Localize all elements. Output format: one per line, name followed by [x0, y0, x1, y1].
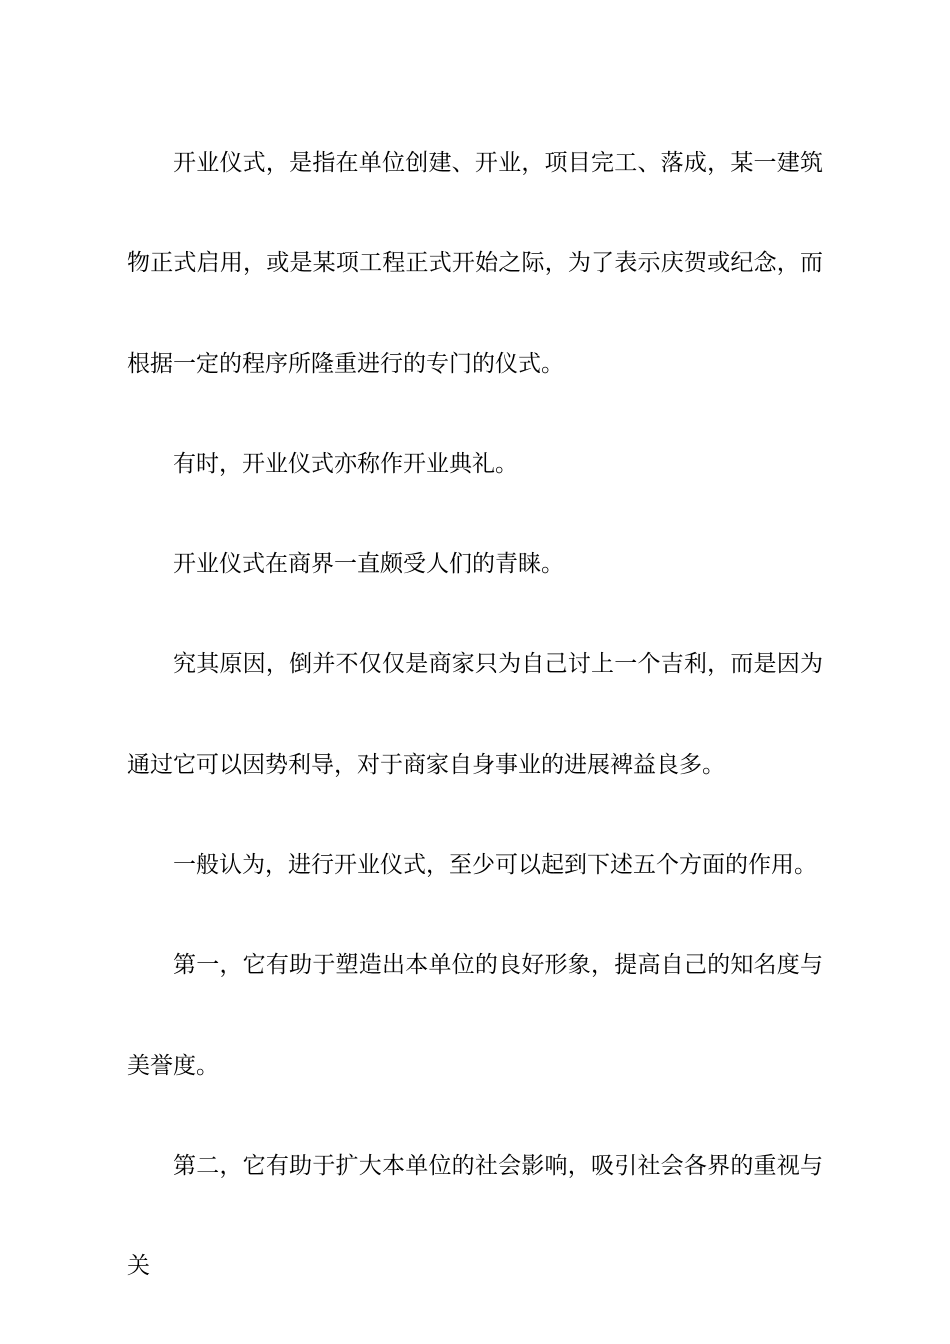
paragraph-3: 开业仪式在商界一直颇受人们的青睐。 — [173, 551, 564, 578]
paragraph-5: 一般认为，进行开业仪式，至少可以起到下述五个方面的作用。 — [173, 852, 817, 879]
document-body — [127, 113, 823, 1317]
paragraph-6: 第一，它有助于塑造出本单位的良好形象，提高自己的知名度与美誉度。 — [127, 952, 823, 1079]
paragraph-4: 究其原因，倒并不仅仅是商家只为自己讨上一个吉利，而是因为通过它可以因势利导，对于商家自身事业的进展裨益良多。 — [127, 651, 823, 778]
paragraph-1: 开业仪式，是指在单位创建、开业，项目完工、落成，某一建筑物正式启用，或是某项工程正式开始之际，为了表示庆贺或纪念，而根据一定的程序所隆重进行的专门的仪式。 — [127, 150, 823, 377]
paragraph-2: 有时，开业仪式亦称作开业典礼。 — [173, 450, 518, 477]
paragraph-7: 第二，它有助于扩大本单位的社会影响，吸引社会各界的重视与关 — [127, 1152, 823, 1280]
